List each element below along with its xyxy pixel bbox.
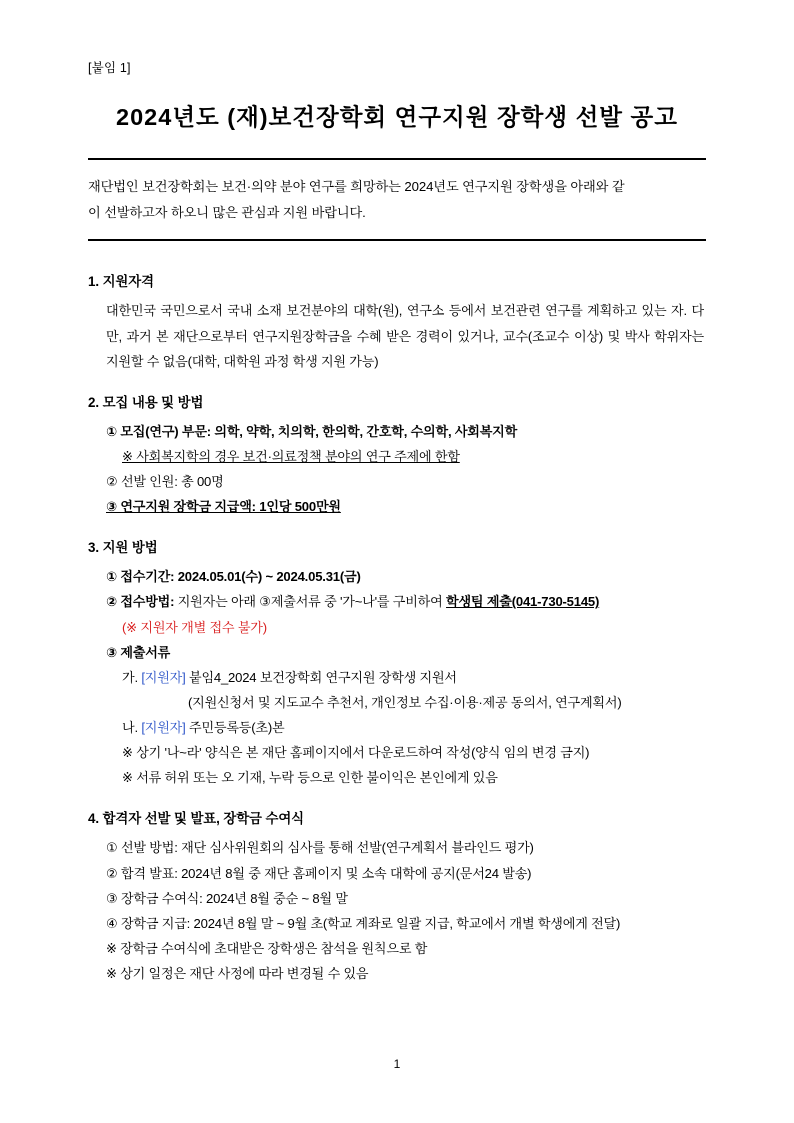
divider-bottom: [88, 239, 706, 241]
section-selection: [88, 808, 706, 986]
section-4-note-1: ※ 장학금 수여식에 초대받은 장학생은 참석을 원칙으로 함: [106, 940, 428, 956]
section-eligibility: [88, 271, 706, 373]
section-4-item-3: ③ 장학금 수여식: 2024년 8월 중순 ~ 8월 말: [106, 890, 348, 906]
page-title: 2024년도 (재)보건장학회 연구지원 장학생 선발 공고: [116, 104, 678, 130]
section-4-note-2: ※ 상기 일정은 재단 사정에 따라 변경될 수 있음: [106, 966, 369, 982]
section-3-item-2-text: 지원자는 아래 ③제출서류 중 '가~나'를 구비하여: [177, 594, 447, 610]
section-3-item-2: [88, 589, 706, 614]
divider-top: [88, 158, 706, 160]
section-1-text: 대한민국 국민으로서 국내 소재 보건분야의 대학(원), 연구소 등에서 보건관련 연구를 계획하고 있는 자. 다만, 과거 본 재단으로부터 연구지원장학금을 수혜 받은 경력이 있거나, 교수(조교수 이상) 및 박사 학위자는 지원할 수 없음: [106, 303, 704, 369]
section-3-submit-contact: 학생팀 제출(041-730-5145): [446, 594, 600, 610]
section-3-sub-b-prefix: 나.: [122, 720, 142, 736]
section-3-sub-b: [88, 715, 706, 740]
section-3-sub-a-tag: [지원자]: [141, 669, 186, 685]
section-2-item-1-value: 의학, 약학, 치의학, 한의학, 간호학, 수의학, 사회복지학: [214, 423, 518, 439]
intro-line-1: 재단법인 보건장학회는 보건·의약 분야 연구를 희망하는 2024년도 연구지원 장학생을 아래와 같: [88, 179, 625, 194]
section-3-sub-a-text: 붙임4_2024 보건장학회 연구지원 장학생 지원서: [185, 669, 457, 685]
section-2-item-1: [88, 419, 706, 444]
section-recruitment: [88, 392, 706, 520]
section-3-sub-a-detail: (지원신청서 및 지도교수 추천서, 개인정보 수집·이용·제공 동의서, 연구계획서): [188, 694, 622, 710]
section-3-item-1: ① 접수기간: 2024.05.01(수) ~ 2024.05.31(금): [106, 569, 361, 585]
intro-line-2: 이 선발하고자 하오니 많은 관심과 지원 바랍니다.: [88, 204, 366, 220]
section-2-item-2: ② 선발 인원: 총 00명: [106, 474, 224, 490]
section-2-heading: 2. 모집 내용 및 방법: [88, 394, 204, 410]
section-4-item-1: ① 선발 방법: 재단 심사위원회의 심사를 통해 선발(연구계획서 블라인드 평가): [106, 840, 534, 856]
section-3-sub-a: [88, 665, 706, 690]
section-4-heading: 4. 합격자 선발 및 발표, 장학금 수여식: [88, 811, 305, 827]
section-2-note-1-text: ※ 사회복지학의 경우 보건·의료정책 분야의 연구 주제에 한함: [122, 448, 460, 464]
section-3-sub-b-tag: [지원자]: [141, 720, 186, 736]
section-1-body: [88, 298, 706, 373]
section-1-text-suffix: (대학, 대학원 과정 학생 지원 가능): [187, 353, 379, 369]
section-4-item-2: ② 합격 발표: 2024년 8월 중 재단 홈페이지 및 소속 대학에 공지(문서24 발송): [106, 865, 532, 881]
section-2-item-3: [88, 494, 706, 519]
section-4-item-4: ④ 장학금 지급: 2024년 8월 말 ~ 9월 초(학교 계좌로 일괄 지급, 학교에서 개별 학생에게 전달): [106, 915, 621, 931]
section-application: [88, 537, 706, 790]
section-3-note-1: ※ 상기 '나~라' 양식은 본 재단 홈페이지에서 다운로드하여 작성(양식 임의 변경 금지): [122, 745, 590, 761]
section-2-item-1-label: ① 모집(연구) 부문:: [106, 423, 211, 439]
section-1-heading: 1. 지원자격: [88, 274, 154, 290]
section-2-note-1: [88, 444, 706, 469]
section-3-item-2-label: ② 접수방법:: [106, 594, 175, 610]
section-3-item-3-heading: ③ 제출서류: [106, 644, 171, 660]
section-3-sub-b-text: 주민등록등(초)본: [185, 720, 285, 736]
section-2-item-3-text: ③ 연구지원 장학금 지급액: 1인당 500만원: [106, 499, 341, 515]
section-3-note-2: ※ 서류 허위 또는 오 기재, 누락 등으로 인한 불이익은 본인에게 있음: [122, 770, 498, 786]
intro-paragraph: [88, 174, 706, 225]
attachment-tag: [붙임 1]: [88, 61, 131, 75]
section-3-heading: 3. 지원 방법: [88, 540, 158, 556]
page-number: 1: [393, 1057, 401, 1071]
section-3-red-note: (※ 지원자 개별 접수 불가): [122, 619, 267, 635]
section-3-sub-a-prefix: 가.: [122, 669, 142, 685]
